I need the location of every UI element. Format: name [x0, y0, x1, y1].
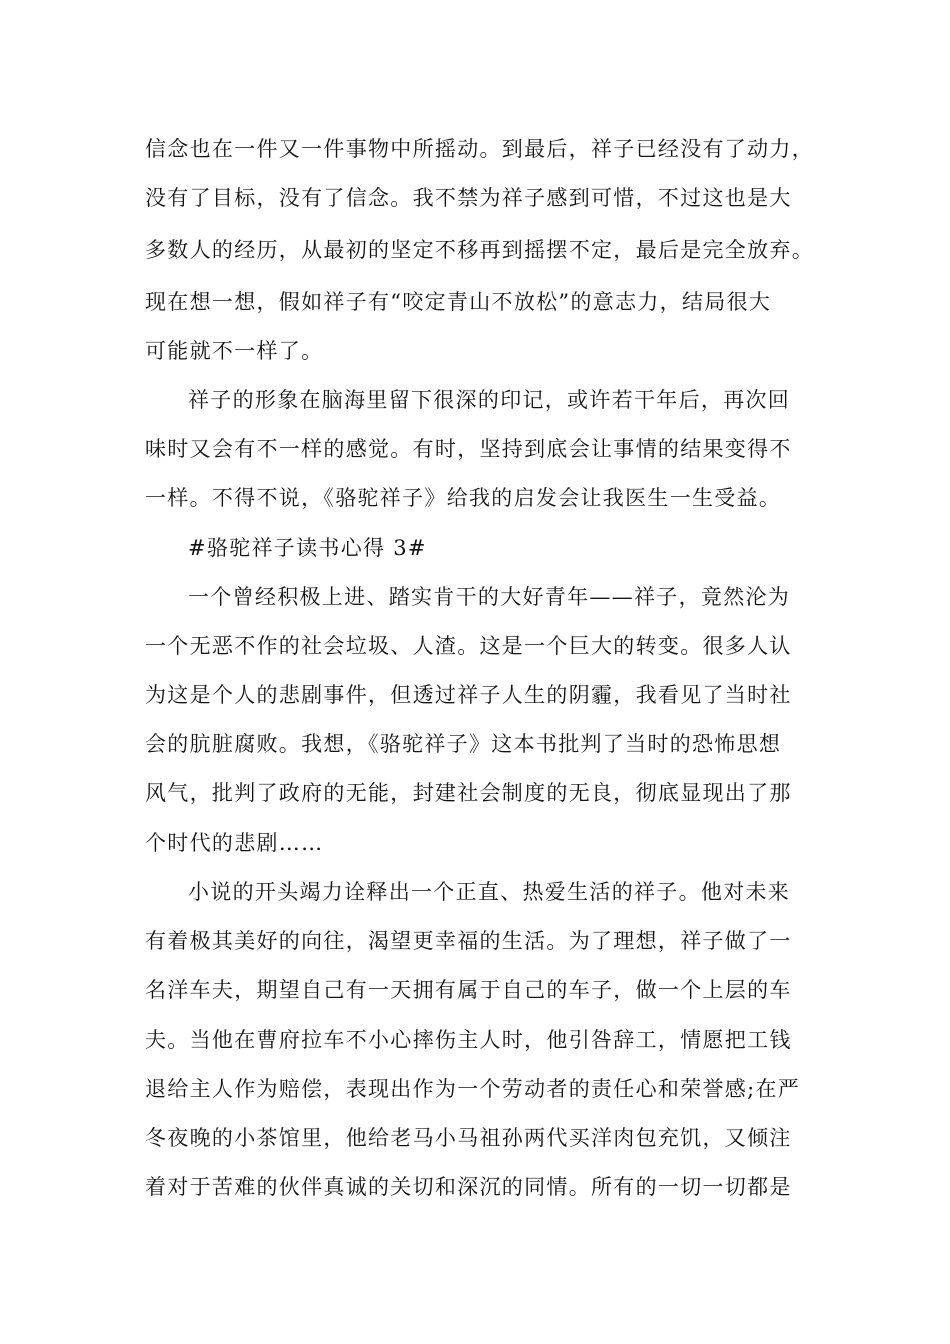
text-line: 会的肮脏腐败。我想，《骆驼祥子》这本书批判了当时的恐怖思想 — [145, 732, 782, 756]
text-line: 一个无恶不作的社会垃圾、人渣。这是一个巨大的转变。很多人认 — [145, 634, 792, 658]
text-line: 为这是个人的悲剧事件，但透过祥子人生的阴霾，我看见了当时社 — [145, 683, 792, 707]
paragraph-start-line: 小说的开头竭力诠释出一个正直、热爱生活的祥子。他对未来 — [188, 880, 791, 904]
text-line: 退给主人作为赔偿，表现出作为一个劳动者的责任心和荣誉感;在严 — [145, 1077, 801, 1101]
text-line: 冬夜晚的小茶馆里，他给老马小马祖孙两代买洋肉包充饥，又倾注 — [145, 1126, 792, 1150]
text-line: 现在想一想，假如祥子有“咬定青山不放松”的意志力，结局很大 — [145, 290, 772, 314]
text-line: 没有了目标，没有了信念。我不禁为祥子感到可惜，不过这也是大 — [145, 186, 792, 210]
text-line: 夫。当他在曹府拉车不小心摔伤主人时，他引咎辞工，情愿把工钱 — [145, 1028, 792, 1052]
text-line: 个时代的悲剧…… — [145, 831, 324, 855]
text-line: 名洋车夫，期望自己有一天拥有属于自己的车子，做一个上层的车 — [145, 978, 792, 1002]
paragraph-start-line: 祥子的形象在脑海里留下很深的印记，或许若干年后，再次回 — [188, 388, 791, 412]
text-line: 着对于苦难的伙伴真诚的关切和深沉的同情。所有的一切一切都是 — [145, 1175, 792, 1199]
text-line: 风气，批判了政府的无能，封建社会制度的无良，彻底显现出了那 — [145, 781, 792, 805]
text-line: 一样。不得不说，《骆驼祥子》给我的启发会让我医生一生受益。 — [145, 486, 782, 510]
section-heading: #骆驼祥子读书心得 3# — [188, 536, 427, 560]
paragraph-start-line: 一个曾经积极上进、踏实肯干的大好青年——祥子，竟然沦为 — [188, 585, 791, 609]
text-line: 有着极其美好的向往，渴望更幸福的生活。为了理想，祥子做了一 — [145, 929, 792, 953]
text-line: 可能就不一样了。 — [145, 339, 324, 363]
text-line: 多数人的经历，从最初的坚定不移再到摇摆不定，最后是完全放弃。 — [145, 238, 814, 262]
text-line: 味时又会有不一样的感觉。有时，坚持到底会让事情的结果变得不 — [145, 437, 792, 461]
text-line: 信念也在一件又一件事物中所摇动。到最后，祥子已经没有了动力， — [145, 137, 814, 161]
